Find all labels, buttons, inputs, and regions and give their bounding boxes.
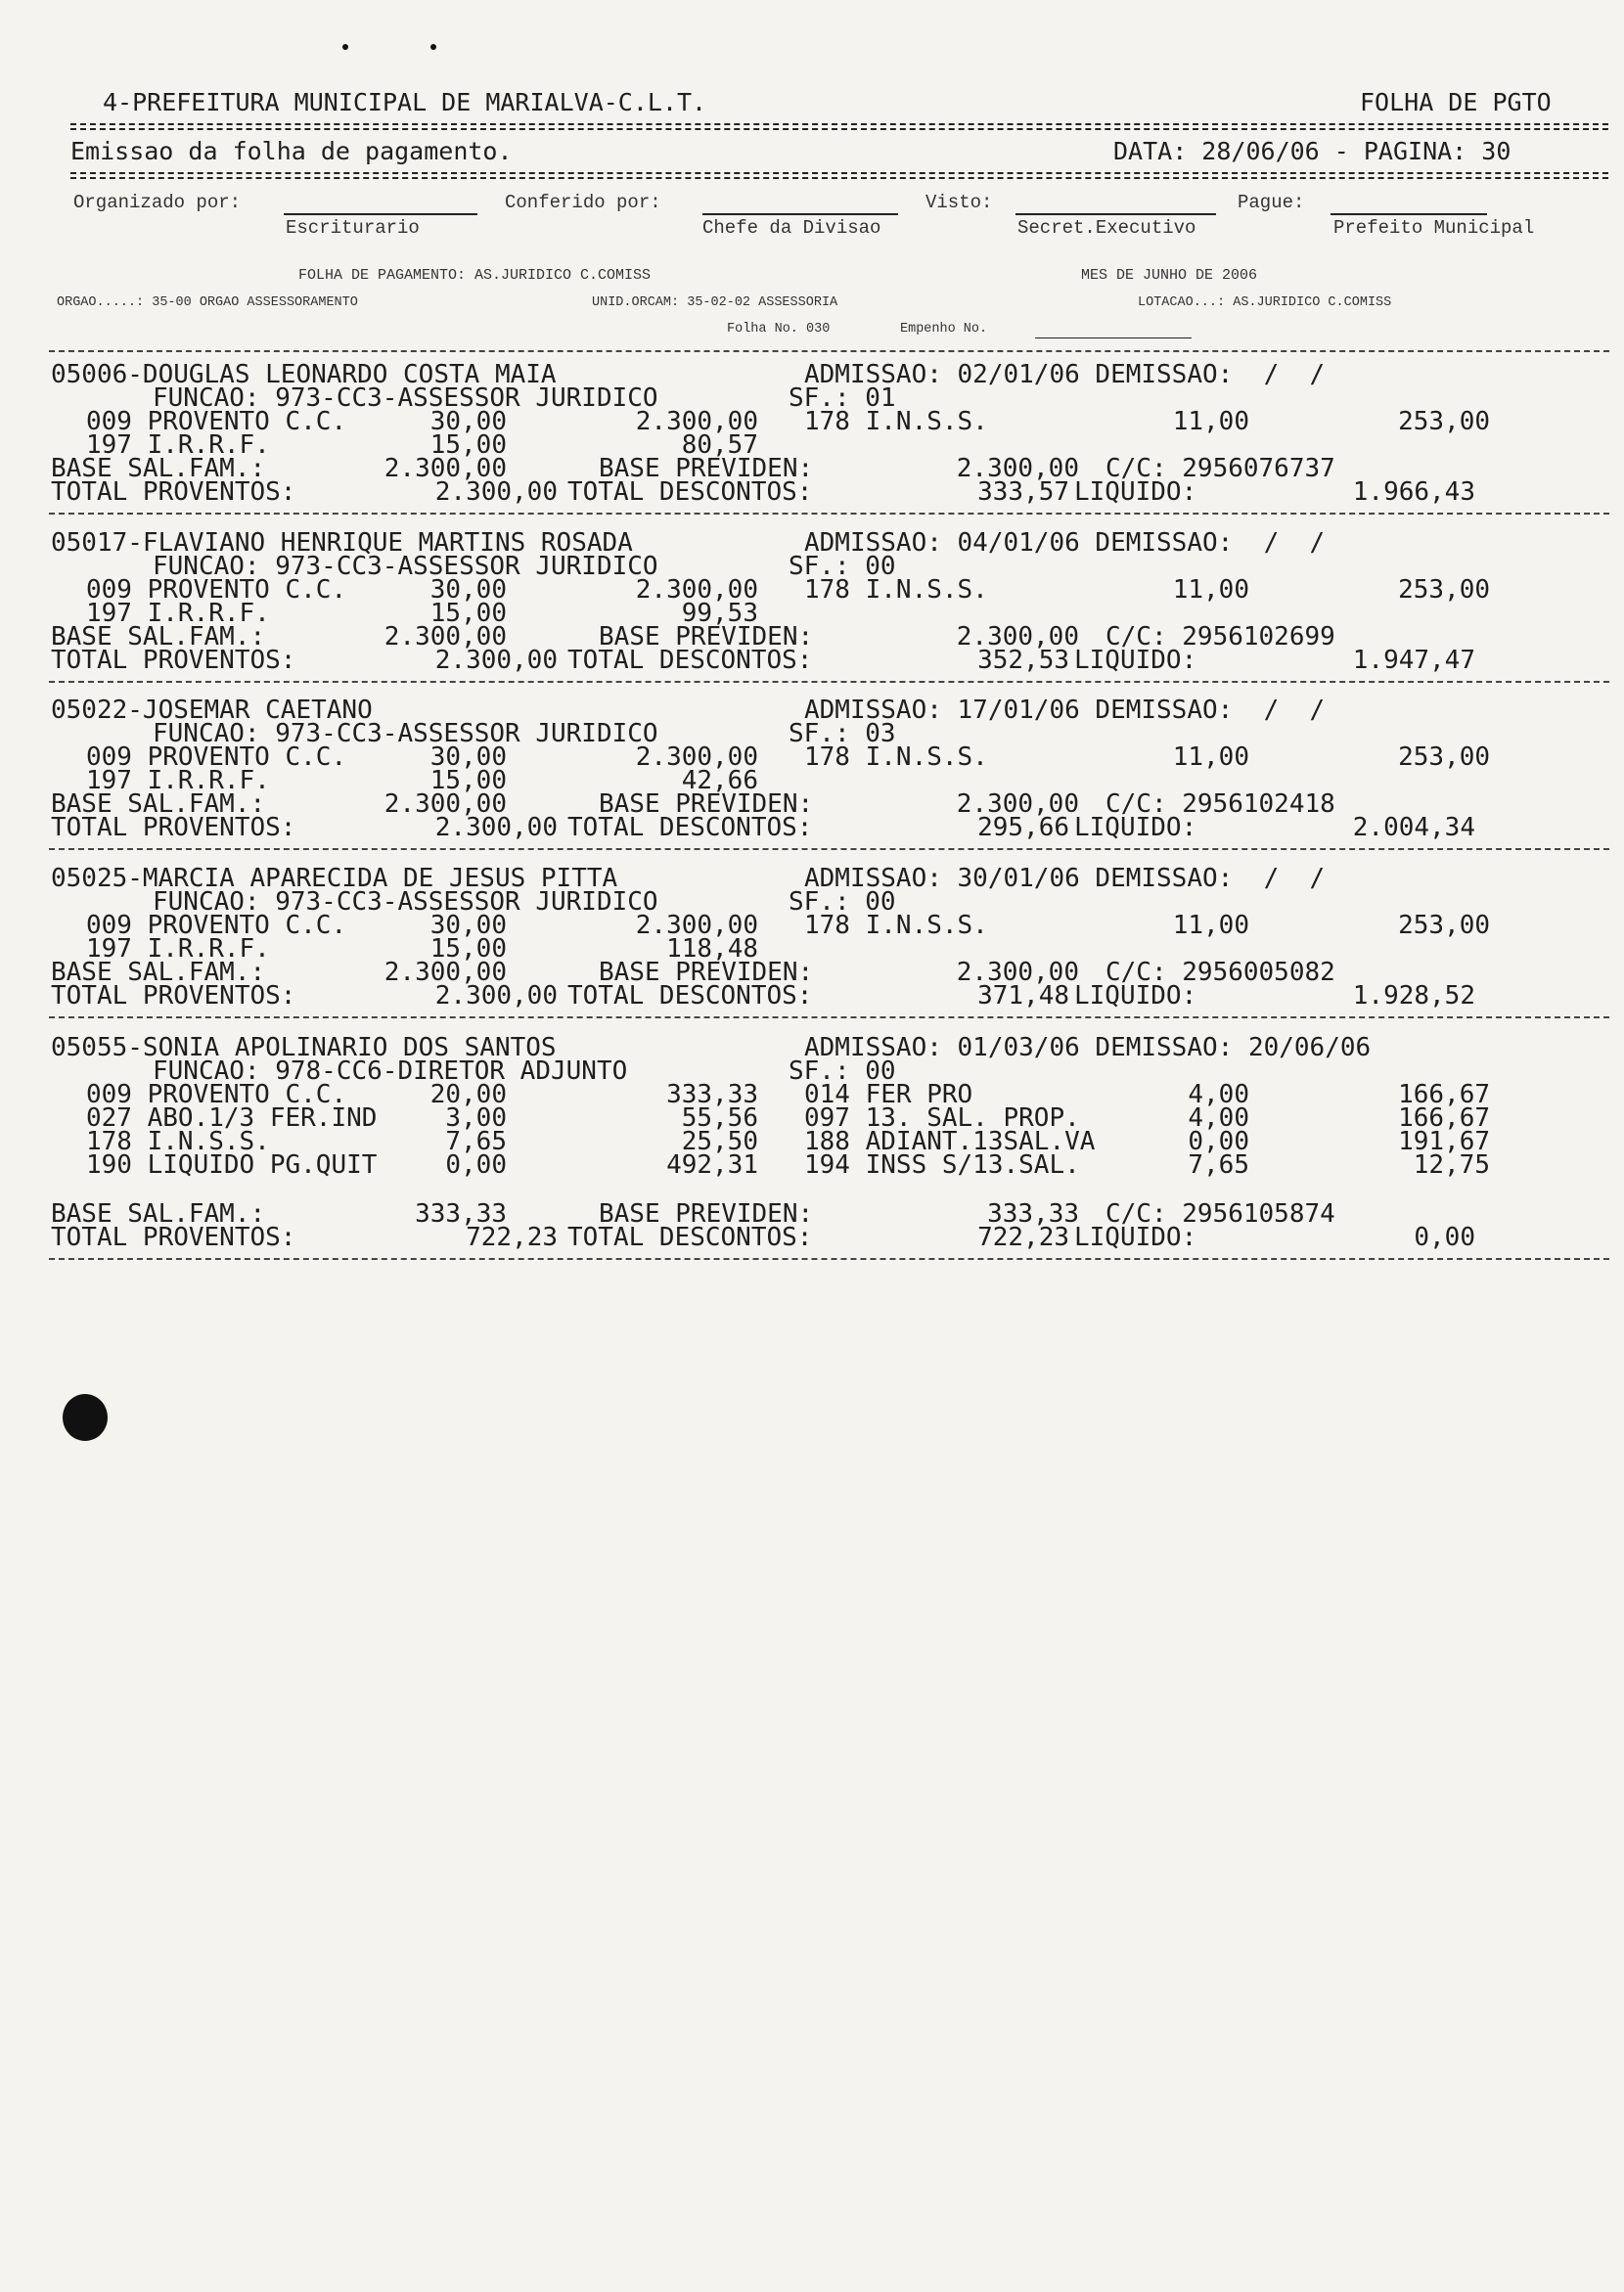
item-code-desc: 178 I.N.S.S. [804,575,988,605]
orgao-info: ORGAO.....: 35-00 ORGAO ASSESSORAMENTO [57,295,358,310]
item-code-desc: 188 ADIANT.13SAL.VA [804,1127,1096,1156]
item-code-desc: 194 INSS S/13.SAL. [804,1150,1080,1180]
liquido-value: 0,00 [1414,1223,1475,1252]
base-sal-fam-label: BASE SAL.FAM.: [51,1199,266,1229]
conta-corrente: C/C: 2956102699 [1105,622,1335,652]
item-value: 42,66 [681,766,758,795]
total-descontos-value: 333,57 [977,477,1069,507]
total-proventos-label: TOTAL PROVENTOS: [51,1223,296,1252]
employee-name: 05025-MARCIA APARECIDA DE JESUS PITTA [51,864,618,893]
base-sal-fam-value: 2.300,00 [383,622,507,652]
base-previden-value: 2.300,00 [956,622,1079,652]
funcao: FUNCAO: 973-CC3-ASSESSOR JURIDICO [153,719,658,748]
liquido-label: LIQUIDO: [1074,1223,1197,1252]
item-ref: 7,65 [1188,1150,1249,1180]
total-descontos-label: TOTAL DESCONTOS: [567,1223,813,1252]
empenho-line [1035,337,1192,338]
item-value: 166,67 [1398,1080,1490,1109]
item-value: 166,67 [1398,1103,1490,1133]
liquido-value: 2.004,34 [1352,813,1475,842]
base-sal-fam-value: 2.300,00 [383,789,507,819]
item-value: 2.300,00 [635,911,758,940]
funcao: FUNCAO: 973-CC3-ASSESSOR JURIDICO [153,887,658,917]
total-descontos-value: 352,53 [977,646,1069,675]
total-proventos-value: 722,23 [466,1223,558,1252]
lotacao-info: LOTACAO...: AS.JURIDICO C.COMISS [1138,295,1392,310]
funcao: FUNCAO: 978-CC6-DIRETOR ADJUNTO [153,1056,628,1086]
admissao-demissao: ADMISSAO: 04/01/06 DEMISSAO: / / [804,528,1326,558]
section-divider [49,681,1609,683]
pague-label: Pague: [1238,192,1305,213]
item-code-desc: 027 ABO.1/3 FER.IND [86,1103,378,1133]
item-value: 492,31 [666,1150,758,1180]
section-divider [49,848,1609,850]
employee-name: 05055-SONIA APOLINARIO DOS SANTOS [51,1033,557,1062]
base-sal-fam-label: BASE SAL.FAM.: [51,789,266,819]
item-ref: 4,00 [1188,1103,1249,1133]
item-ref: 4,00 [1188,1080,1249,1109]
conta-corrente: C/C: 2956005082 [1105,958,1335,987]
conferido-label: Conferido por: [505,192,661,213]
item-code-desc: 014 FER PRO [804,1080,973,1109]
signature-line [1015,213,1216,215]
item-ref: 15,00 [429,766,507,795]
total-descontos-label: TOTAL DESCONTOS: [567,477,813,507]
item-ref: 30,00 [429,407,507,436]
item-value: 333,33 [666,1080,758,1109]
empenho-label: Empenho No. [900,322,988,337]
sf-count: SF.: 00 [789,552,896,581]
funcao: FUNCAO: 973-CC3-ASSESSOR JURIDICO [153,383,658,413]
sf-count: SF.: 03 [789,719,896,748]
visto-label: Visto: [925,192,993,213]
sf-count: SF.: 00 [789,1056,896,1086]
item-code-desc: 190 LIQUIDO PG.QUIT [86,1150,378,1180]
secret-caption: Secret.Executivo [1017,217,1196,239]
item-value: 99,53 [681,599,758,628]
item-value: 2.300,00 [635,407,758,436]
item-code-desc: 178 I.N.S.S. [804,911,988,940]
total-descontos-label: TOTAL DESCONTOS: [567,646,813,675]
item-ref: 30,00 [429,575,507,605]
total-proventos-label: TOTAL PROVENTOS: [51,646,296,675]
double-rule [70,123,1608,130]
signature-line [1331,213,1487,215]
base-sal-fam-value: 2.300,00 [383,454,507,483]
signature-line [702,213,898,215]
admissao-demissao: ADMISSAO: 01/03/06 DEMISSAO: 20/06/06 [804,1033,1372,1062]
base-sal-fam-label: BASE SAL.FAM.: [51,454,266,483]
item-value: 253,00 [1398,407,1490,436]
base-sal-fam-label: BASE SAL.FAM.: [51,958,266,987]
item-ref: 11,00 [1172,575,1249,605]
item-value: 12,75 [1413,1150,1490,1180]
item-code-desc: 178 I.N.S.S. [804,407,988,436]
section-divider [49,513,1609,515]
liquido-label: LIQUIDO: [1074,477,1197,507]
total-proventos-value: 2.300,00 [434,646,558,675]
item-ref: 0,00 [1188,1127,1249,1156]
item-ref: 30,00 [429,911,507,940]
employee-name: 05017-FLAVIANO HENRIQUE MARTINS ROSADA [51,528,633,558]
total-proventos-label: TOTAL PROVENTOS: [51,813,296,842]
item-ref: 0,00 [445,1150,507,1180]
folha-number: Folha No. 030 [727,322,831,337]
total-descontos-value: 371,48 [977,981,1069,1011]
organizado-label: Organizado por: [73,192,242,213]
item-ref: 15,00 [429,430,507,460]
item-value: 2.300,00 [635,575,758,605]
item-ref: 7,65 [445,1127,507,1156]
item-value: 253,00 [1398,911,1490,940]
item-code-desc: 197 I.R.R.F. [86,766,270,795]
punch-hole-mark [63,1394,108,1441]
employee-name: 05006-DOUGLAS LEONARDO COSTA MAIA [51,360,557,389]
item-ref: 11,00 [1172,911,1249,940]
item-code-desc: 097 13. SAL. PROP. [804,1103,1080,1133]
liquido-label: LIQUIDO: [1074,646,1197,675]
item-value: 25,50 [681,1127,758,1156]
mes-referencia: MES DE JUNHO DE 2006 [1081,267,1258,284]
item-code-desc: 178 I.N.S.S. [86,1127,270,1156]
item-ref: 11,00 [1172,407,1249,436]
base-previden-label: BASE PREVIDEN: [599,454,814,483]
total-proventos-label: TOTAL PROVENTOS: [51,981,296,1011]
item-value: 118,48 [666,934,758,964]
item-ref: 11,00 [1172,742,1249,772]
base-previden-value: 2.300,00 [956,454,1079,483]
liquido-value: 1.928,52 [1352,981,1475,1011]
total-proventos-value: 2.300,00 [434,813,558,842]
item-ref: 3,00 [445,1103,507,1133]
admissao-demissao: ADMISSAO: 17/01/06 DEMISSAO: / / [804,696,1326,725]
admissao-demissao: ADMISSAO: 02/01/06 DEMISSAO: / / [804,360,1326,389]
item-code-desc: 197 I.R.R.F. [86,934,270,964]
prefeito-caption: Prefeito Municipal [1333,217,1535,239]
chefe-caption: Chefe da Divisao [702,217,881,239]
section-divider [49,350,1609,352]
item-code-desc: 197 I.R.R.F. [86,430,270,460]
item-value: 80,57 [681,430,758,460]
date-page-info: DATA: 28/06/06 - PAGINA: 30 [1113,137,1511,165]
conta-corrente: C/C: 2956076737 [1105,454,1335,483]
item-value: 191,67 [1398,1127,1490,1156]
item-code-desc: 009 PROVENTO C.C. [86,1080,347,1109]
item-code-desc: 197 I.R.R.F. [86,599,270,628]
base-previden-label: BASE PREVIDEN: [599,958,814,987]
item-code-desc: 009 PROVENTO C.C. [86,575,347,605]
total-descontos-label: TOTAL DESCONTOS: [567,981,813,1011]
item-code-desc: 009 PROVENTO C.C. [86,742,347,772]
scan-speck [430,44,436,50]
item-value: 55,56 [681,1103,758,1133]
admissao-demissao: ADMISSAO: 30/01/06 DEMISSAO: / / [804,864,1326,893]
item-value: 253,00 [1398,575,1490,605]
item-ref: 20,00 [429,1080,507,1109]
item-value: 2.300,00 [635,742,758,772]
total-descontos-label: TOTAL DESCONTOS: [567,813,813,842]
base-previden-label: BASE PREVIDEN: [599,1199,814,1229]
base-sal-fam-value: 2.300,00 [383,958,507,987]
double-rule [70,172,1608,179]
base-sal-fam-label: BASE SAL.FAM.: [51,622,266,652]
item-code-desc: 009 PROVENTO C.C. [86,911,347,940]
total-proventos-value: 2.300,00 [434,981,558,1011]
item-code-desc: 178 I.N.S.S. [804,742,988,772]
base-sal-fam-value: 333,33 [415,1199,507,1229]
item-ref: 15,00 [429,599,507,628]
total-proventos-value: 2.300,00 [434,477,558,507]
base-previden-value: 2.300,00 [956,789,1079,819]
institution-title: 4-PREFEITURA MUNICIPAL DE MARIALVA-C.L.T. [103,88,707,116]
unidade-orcamentaria: UNID.ORCAM: 35-02-02 ASSESSORIA [592,295,838,310]
base-previden-label: BASE PREVIDEN: [599,789,814,819]
document-type: FOLHA DE PGTO [1360,88,1552,116]
section-divider [49,1016,1609,1018]
total-proventos-label: TOTAL PROVENTOS: [51,477,296,507]
item-ref: 30,00 [429,742,507,772]
base-previden-value: 333,33 [987,1199,1079,1229]
base-previden-label: BASE PREVIDEN: [599,622,814,652]
liquido-label: LIQUIDO: [1074,813,1197,842]
sf-count: SF.: 00 [789,887,896,917]
liquido-value: 1.947,47 [1352,646,1475,675]
scan-speck [342,44,348,50]
total-descontos-value: 722,23 [977,1223,1069,1252]
item-code-desc: 009 PROVENTO C.C. [86,407,347,436]
escriturario-caption: Escriturario [286,217,420,239]
total-descontos-value: 295,66 [977,813,1069,842]
page-subtitle: Emissao da folha de pagamento. [70,137,513,165]
sf-count: SF.: 01 [789,383,896,413]
section-divider [49,1258,1609,1260]
conta-corrente: C/C: 2956102418 [1105,789,1335,819]
funcao: FUNCAO: 973-CC3-ASSESSOR JURIDICO [153,552,658,581]
item-ref: 15,00 [429,934,507,964]
signature-line [284,213,477,215]
conta-corrente: C/C: 2956105874 [1105,1199,1335,1229]
employee-name: 05022-JOSEMAR CAETANO [51,696,373,725]
liquido-label: LIQUIDO: [1074,981,1197,1011]
base-previden-value: 2.300,00 [956,958,1079,987]
item-value: 253,00 [1398,742,1490,772]
liquido-value: 1.966,43 [1352,477,1475,507]
folha-title: FOLHA DE PAGAMENTO: AS.JURIDICO C.COMISS [298,267,652,284]
